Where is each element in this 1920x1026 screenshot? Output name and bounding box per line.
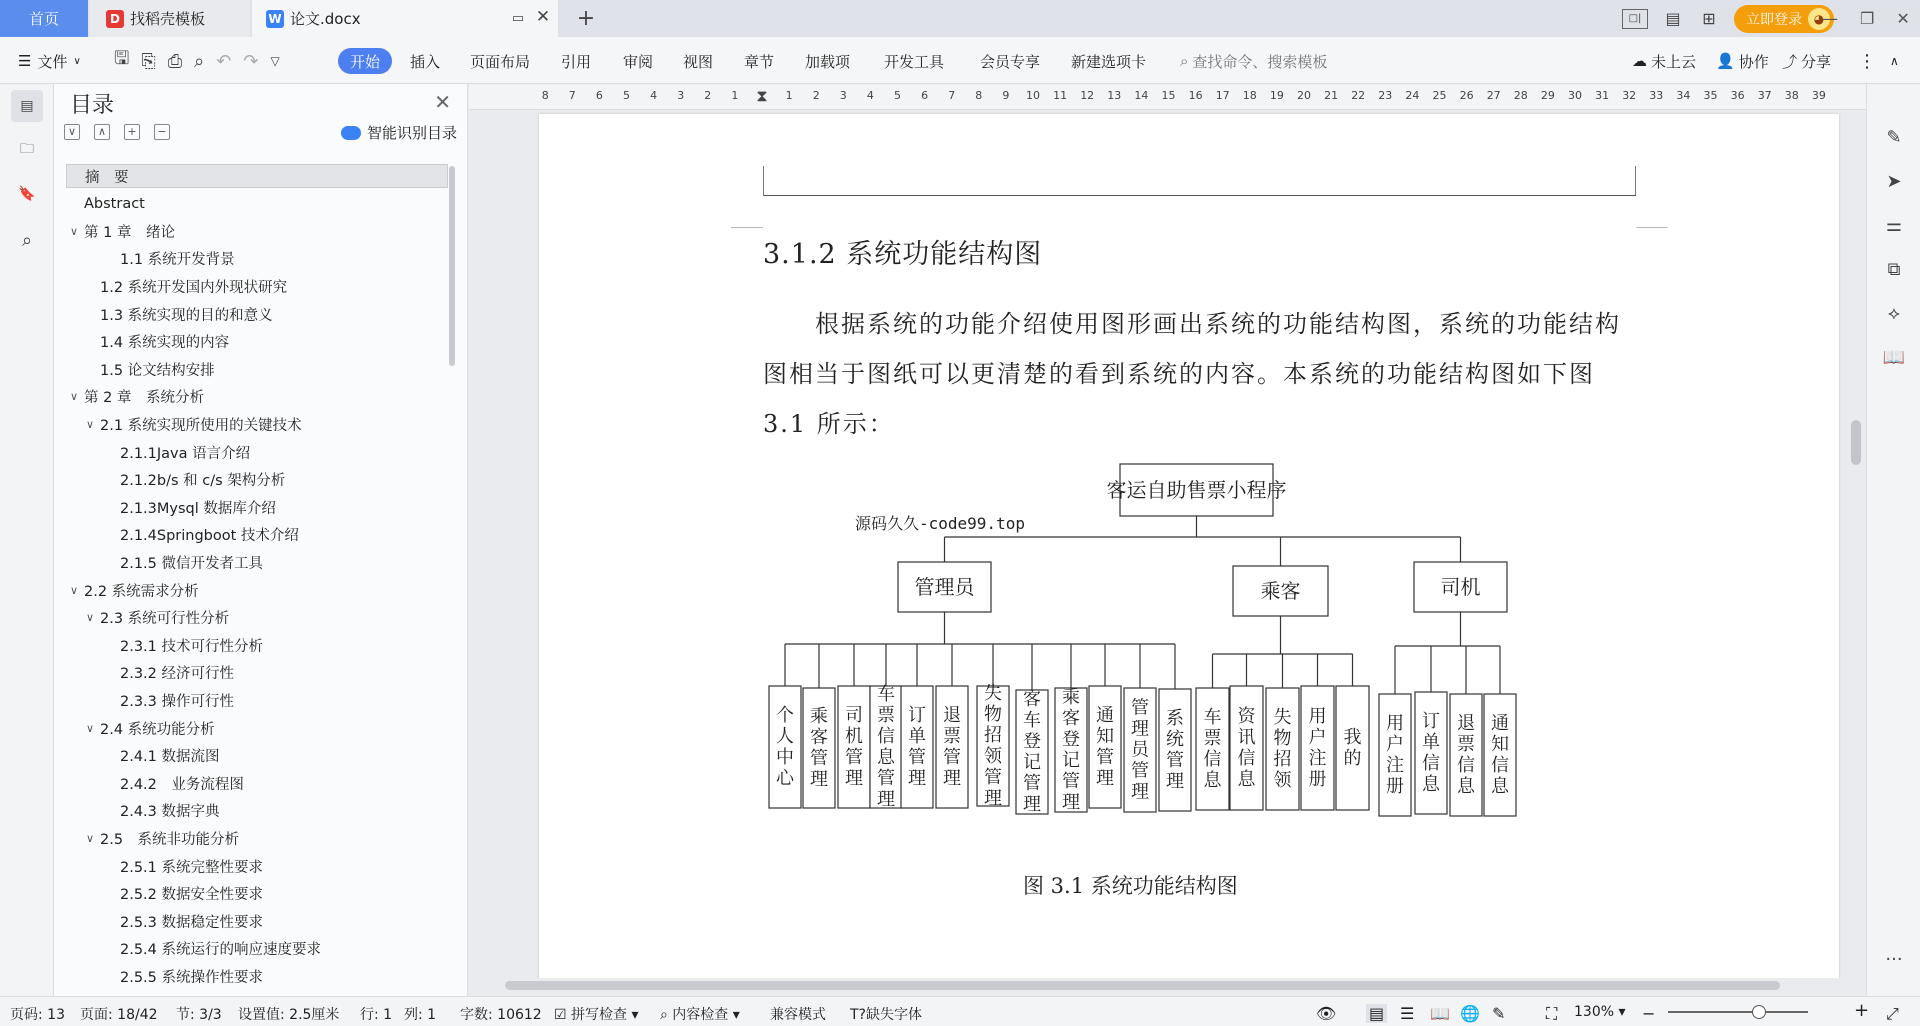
diagram-label: 通知管理 bbox=[1096, 705, 1114, 789]
page-code: 页码: 13 bbox=[10, 1007, 65, 1023]
toc-item[interactable] bbox=[66, 385, 448, 409]
toc-item-label: 2.5.4 系统运行的响应速度要求 bbox=[120, 942, 322, 959]
toc-item[interactable] bbox=[66, 219, 448, 243]
row-indicator: 行: 1 bbox=[360, 1007, 393, 1023]
section-title: 3.1.2 系统功能结构图 bbox=[763, 239, 1043, 270]
toc-panel-icon[interactable]: ▤ bbox=[11, 90, 43, 122]
zoom-in-icon[interactable]: + bbox=[1854, 1000, 1870, 1021]
ruler-tick: 37 bbox=[1757, 89, 1772, 102]
diagram-label: 用户注册 bbox=[1386, 713, 1404, 797]
spell-check-button[interactable]: ☑ 拼写检查 ▾ bbox=[554, 1007, 639, 1023]
content-check-button[interactable]: ⌕ 内容检查 ▾ bbox=[660, 1007, 740, 1023]
select-cursor-icon[interactable]: ➤ bbox=[1886, 170, 1902, 192]
read-view-icon[interactable]: 📖 bbox=[1430, 1004, 1450, 1023]
layout-icon[interactable]: □| bbox=[1622, 9, 1648, 29]
skin-icon[interactable]: ▤ bbox=[1665, 9, 1681, 28]
ruler-tick: 8 bbox=[975, 89, 983, 102]
toc-item[interactable] bbox=[66, 909, 448, 933]
page-indicator[interactable]: 页面: 18/42 bbox=[80, 1007, 158, 1023]
indent-marker-icon[interactable]: ⧗ bbox=[756, 86, 768, 105]
chapter-nav-icon[interactable]: 🗀 bbox=[20, 141, 34, 157]
ruler-tick: 38 bbox=[1784, 89, 1799, 102]
diagram-label: 我的 bbox=[1343, 727, 1362, 769]
redo-icon[interactable]: ↷ bbox=[243, 50, 259, 72]
ruler-tick: 18 bbox=[1242, 89, 1257, 102]
more-icon[interactable]: ⋮ bbox=[1858, 50, 1876, 72]
ruler-tick: 31 bbox=[1595, 89, 1610, 102]
ribbon-tab-member[interactable]: 会员专享 bbox=[980, 52, 1041, 71]
ruler-tick: 8 bbox=[541, 89, 549, 102]
smart-toc-button[interactable] bbox=[341, 122, 457, 143]
paragraph-line: 根据系统的功能介绍使用图形画出系统的功能结构图，系统的功能结构 bbox=[763, 310, 1621, 338]
diagram-label: 失物招领管理 bbox=[984, 683, 1002, 809]
screen-icon[interactable]: ▭ bbox=[511, 10, 525, 26]
diagram-label: 退票管理 bbox=[943, 705, 961, 789]
ruler-tick: 12 bbox=[1080, 89, 1095, 102]
function-structure-diagram bbox=[539, 114, 1839, 978]
ruler-tick: 14 bbox=[1134, 89, 1149, 102]
figure-caption: 图 3.1 系统功能结构图 bbox=[1023, 874, 1238, 898]
toc-item-label: 2.4.1 数据流图 bbox=[120, 749, 220, 766]
diagram-label: 司机管理 bbox=[845, 705, 863, 789]
more-quick-icon[interactable]: ▽ bbox=[270, 54, 280, 68]
fit-page-icon[interactable]: ⛶ bbox=[1546, 1004, 1558, 1023]
pen-icon[interactable]: ✎ bbox=[1886, 126, 1902, 148]
vertical-scroll-thumb[interactable] bbox=[1851, 420, 1861, 465]
new-tab-button[interactable]: + bbox=[576, 5, 596, 31]
zoom-slider-handle[interactable] bbox=[1752, 1005, 1766, 1019]
remove-heading-icon[interactable]: − bbox=[154, 124, 170, 140]
right-tool-bar bbox=[1866, 84, 1920, 996]
diagram-label: 乘客 bbox=[1260, 579, 1301, 603]
write-mode-icon[interactable]: ✎ bbox=[1492, 1004, 1506, 1023]
ribbon-tab-view[interactable]: 视图 bbox=[683, 52, 714, 71]
minimize-icon[interactable]: — bbox=[1822, 9, 1838, 28]
login-label: 立即登录 bbox=[1746, 11, 1802, 28]
expand-caret-icon[interactable]: ∨ bbox=[86, 721, 95, 735]
toc-item-label: 2.1.4Springboot 技术介绍 bbox=[120, 528, 299, 545]
ribbon-tab-chapter[interactable]: 章节 bbox=[744, 52, 775, 71]
ruler-tick: 10 bbox=[1026, 89, 1040, 102]
smart-toc-label: 智能识别目录 bbox=[366, 124, 457, 142]
toc-item-label: 2.3.1 技术可行性分析 bbox=[120, 638, 264, 655]
ruler-tick: 1 bbox=[785, 89, 793, 102]
user-icon: 👤 bbox=[1716, 52, 1735, 70]
diagram-label: 客车登记管理 bbox=[1023, 689, 1041, 815]
toc-item-label: 第 1 章 绪论 bbox=[84, 224, 175, 241]
ruler-tick: 24 bbox=[1405, 89, 1420, 102]
toc-item[interactable] bbox=[66, 578, 448, 602]
web-view-icon[interactable]: 🌐 bbox=[1460, 1004, 1480, 1023]
diagram-label: 退票信息 bbox=[1457, 713, 1475, 797]
expand-caret-icon[interactable]: ∨ bbox=[86, 417, 95, 431]
diagram-label: 乘客管理 bbox=[810, 706, 828, 790]
toc-item-label: 2.5.1 系统完整性要求 bbox=[120, 859, 264, 876]
title-bar bbox=[0, 0, 1920, 37]
ribbon-tab-layout[interactable]: 页面布局 bbox=[470, 52, 531, 71]
setting-value: 设置值: 2.5厘米 bbox=[238, 1007, 340, 1023]
cloud-label: 未上云 bbox=[1651, 52, 1697, 71]
toc-item-label: 2.1.2b/s 和 c/s 架构分析 bbox=[120, 473, 286, 490]
cloud-icon: ☁ bbox=[1632, 52, 1647, 70]
collab-label: 协作 bbox=[1738, 52, 1769, 71]
ruler-tick: 15 bbox=[1161, 89, 1176, 102]
ruler-tick: 36 bbox=[1730, 89, 1745, 102]
cloud-status[interactable] bbox=[1632, 48, 1696, 74]
expand-caret-icon[interactable]: ∨ bbox=[86, 611, 95, 625]
toc-item-label: 2.1.3Mysql 数据库介绍 bbox=[120, 500, 276, 517]
ruler-tick: 30 bbox=[1568, 89, 1582, 102]
toc-item-label: 摘 要 bbox=[85, 169, 129, 186]
toc-item[interactable] bbox=[66, 937, 448, 961]
expand-caret-icon[interactable]: ∨ bbox=[86, 831, 95, 845]
ruler-tick: 29 bbox=[1540, 89, 1555, 102]
avatar: ◕ bbox=[1808, 8, 1830, 30]
close-tab-icon[interactable]: ✕ bbox=[535, 7, 551, 27]
diagram-label: 系统管理 bbox=[1166, 708, 1184, 792]
ruler-tick: 23 bbox=[1378, 89, 1393, 102]
toc-item[interactable] bbox=[66, 468, 448, 492]
file-menu[interactable] bbox=[18, 48, 81, 74]
ruler-tick: 6 bbox=[921, 89, 929, 102]
apps-grid-icon[interactable]: ⊞ bbox=[1702, 9, 1716, 28]
share-label: 分享 bbox=[1801, 52, 1832, 71]
ruler-tick: 11 bbox=[1053, 89, 1068, 102]
command-search[interactable] bbox=[1180, 48, 1327, 74]
document-page[interactable] bbox=[539, 114, 1839, 978]
ribbon-tab-start[interactable]: 开始 bbox=[338, 48, 392, 74]
diagram-label: 管理员管理 bbox=[1131, 697, 1149, 803]
share-button[interactable] bbox=[1782, 48, 1831, 74]
zoom-level-value: 130% bbox=[1574, 1004, 1615, 1020]
toc-item[interactable] bbox=[66, 192, 448, 216]
toc-item-label: 2.5.2 数据安全性要求 bbox=[120, 887, 264, 904]
close-window-icon[interactable]: ✕ bbox=[1896, 9, 1910, 28]
diagram-label: 通知信息 bbox=[1491, 713, 1509, 797]
toc-item-label: 2.5 系统非功能分析 bbox=[100, 831, 240, 848]
status-bar bbox=[0, 996, 1920, 1026]
toc-item-label: 2.1.5 微信开发者工具 bbox=[120, 555, 264, 572]
ruler-tick: 4 bbox=[866, 89, 874, 102]
toc-item-label: 第 2 章 系统分析 bbox=[84, 390, 204, 407]
print-icon[interactable]: ⎙ bbox=[167, 50, 183, 72]
ruler-tick: 6 bbox=[595, 89, 603, 102]
ruler-tick: 33 bbox=[1649, 89, 1664, 102]
ruler-tick: 39 bbox=[1811, 89, 1826, 102]
toc-item-label: Abstract bbox=[84, 195, 145, 212]
diagram-label: 乘客登记管理 bbox=[1062, 687, 1080, 813]
ruler-tick: 3 bbox=[839, 89, 847, 102]
spell-check-label: 拼写检查 bbox=[571, 1007, 628, 1023]
toc-item[interactable] bbox=[66, 633, 448, 657]
toc-item[interactable] bbox=[66, 688, 448, 712]
tab-home[interactable] bbox=[0, 0, 88, 37]
toc-item[interactable] bbox=[66, 164, 448, 188]
toc-item-label: 2.4.2 业务流程图 bbox=[120, 776, 244, 793]
page-view-icon[interactable]: ▤ bbox=[1366, 1004, 1387, 1023]
watermark-text: 源码久久-code99.top bbox=[855, 514, 1025, 533]
toc-item[interactable] bbox=[66, 247, 448, 271]
ribbon-tab-developer[interactable]: 开发工具 bbox=[884, 52, 945, 71]
toc-item-label: 2.3.2 经济可行性 bbox=[120, 666, 235, 683]
diagram-label: 客运自助售票小程序 bbox=[1106, 478, 1287, 502]
toc-item[interactable] bbox=[66, 523, 448, 547]
tab-template-label: 找稻壳模板 bbox=[130, 10, 206, 28]
toc-item-label: 2.2 系统需求分析 bbox=[84, 583, 199, 600]
toc-item[interactable] bbox=[66, 854, 448, 878]
toc-item-label: 1.3 系统实现的目的和意义 bbox=[100, 307, 273, 324]
expand-caret-icon[interactable]: ∨ bbox=[70, 583, 79, 597]
horizontal-ruler[interactable] bbox=[469, 84, 1866, 110]
diagram-label: 资讯信息 bbox=[1237, 706, 1256, 790]
vertical-scrollbar[interactable] bbox=[1848, 110, 1862, 970]
ruler-tick: 5 bbox=[623, 89, 630, 102]
ruler-tick: 3 bbox=[677, 89, 685, 102]
ribbon bbox=[0, 37, 1920, 84]
diagram-label: 失物招领 bbox=[1273, 707, 1292, 791]
ribbon-tab-references[interactable]: 引用 bbox=[561, 52, 592, 71]
toc-item-label: 2.3.3 操作可行性 bbox=[120, 693, 235, 710]
save-icon[interactable]: 🖫 bbox=[114, 48, 130, 69]
check-icon: ☑ bbox=[554, 1007, 567, 1023]
diagram-label: 管理员 bbox=[914, 575, 975, 599]
toc-item-label: 2.1.1Java 语言介绍 bbox=[120, 445, 251, 462]
diagram-label: 车票信息管理 bbox=[877, 684, 895, 810]
file-menu-label: 文件 bbox=[37, 52, 68, 71]
ruler-tick: 7 bbox=[568, 89, 576, 102]
ribbon-tab-new[interactable]: 新建选项卡 bbox=[1071, 52, 1147, 71]
toc-item-label: 1.5 论文结构安排 bbox=[100, 362, 215, 379]
ruler-tick: 1 bbox=[731, 89, 739, 102]
content-check-icon: ⌕ bbox=[660, 1007, 668, 1023]
ribbon-tab-insert[interactable]: 插入 bbox=[410, 52, 441, 71]
toc-item-label: 1.4 系统实现的内容 bbox=[100, 335, 230, 352]
ribbon-tab-review[interactable]: 审阅 bbox=[623, 52, 654, 71]
zoom-out-icon[interactable]: − bbox=[1642, 1004, 1656, 1023]
more-tools-icon[interactable]: ··· bbox=[1885, 948, 1903, 970]
toc-item[interactable] bbox=[66, 330, 448, 354]
ruler-tick: 21 bbox=[1324, 89, 1339, 102]
ruler-tick: 2 bbox=[812, 89, 820, 102]
missing-font-label: 缺失字体 bbox=[865, 1007, 922, 1023]
paragraph-line: 3.1 所示： bbox=[763, 410, 895, 438]
hamburger-icon: ☰ bbox=[18, 52, 32, 70]
toc-item[interactable] bbox=[66, 661, 448, 685]
content-check-label: 内容检查 bbox=[672, 1007, 729, 1023]
toc-item-label: 2.5.5 系统操作性要求 bbox=[120, 969, 264, 986]
toc-item[interactable] bbox=[66, 882, 448, 906]
diagram-label: 订单管理 bbox=[908, 705, 926, 789]
word-count[interactable]: 字数: 10612 bbox=[460, 1007, 542, 1023]
toc-item[interactable] bbox=[66, 716, 448, 740]
tab-home-label: 首页 bbox=[28, 10, 59, 28]
restore-icon[interactable]: ❐ bbox=[1860, 9, 1875, 28]
ruler-tick: 9 bbox=[1002, 89, 1010, 102]
tab-template[interactable] bbox=[90, 0, 250, 37]
toc-item[interactable] bbox=[66, 440, 448, 464]
ruler-tick: 20 bbox=[1297, 89, 1311, 102]
toc-item-label: 1.2 系统开发国内外现状研究 bbox=[100, 279, 288, 296]
chevron-down-icon: ∨ bbox=[73, 55, 81, 67]
collab-button[interactable] bbox=[1716, 48, 1769, 74]
print-preview-icon[interactable]: ⌕ bbox=[194, 50, 205, 72]
ruler-tick: 4 bbox=[650, 89, 658, 102]
ruler-tick: 35 bbox=[1703, 89, 1718, 102]
font-icon: T? bbox=[850, 1007, 866, 1023]
diagram-label: 车票信息 bbox=[1203, 707, 1222, 791]
zoom-slider[interactable] bbox=[1668, 1011, 1808, 1013]
wps-writer-icon: W bbox=[266, 10, 284, 28]
tab-document[interactable] bbox=[252, 0, 558, 37]
export-pdf-icon[interactable]: ⎘ bbox=[141, 50, 156, 72]
toc-item[interactable] bbox=[66, 412, 448, 436]
docer-logo-icon: D bbox=[106, 10, 124, 28]
ruler-tick: 19 bbox=[1269, 89, 1284, 102]
toc-item-label: 2.3 系统可行性分析 bbox=[100, 611, 230, 628]
undo-icon[interactable]: ↶ bbox=[216, 50, 232, 72]
ruler-tick: 2 bbox=[704, 89, 712, 102]
share-icon: ⤴ bbox=[1782, 52, 1798, 71]
ribbon-tab-addins[interactable]: 加载项 bbox=[805, 52, 851, 71]
eye-protect-icon[interactable]: 👁 bbox=[1316, 1004, 1337, 1023]
settings-slider-icon[interactable]: ⚌ bbox=[1885, 214, 1903, 236]
ruler-tick: 32 bbox=[1622, 89, 1637, 102]
fullscreen-icon[interactable]: ⤢ bbox=[1886, 1004, 1899, 1023]
bookmark-icon[interactable]: 🔖 bbox=[18, 186, 36, 202]
ai-cloud-icon bbox=[341, 126, 361, 140]
close-icon[interactable]: ✕ bbox=[434, 90, 451, 114]
toc-item[interactable] bbox=[66, 495, 448, 519]
command-search-placeholder: 查找命令、搜索模板 bbox=[1192, 52, 1328, 71]
ruler-tick: 28 bbox=[1513, 89, 1528, 102]
horizontal-scroll-thumb[interactable] bbox=[505, 981, 1780, 990]
ruler-tick: 22 bbox=[1351, 89, 1366, 102]
toc-panel bbox=[54, 84, 468, 996]
toc-item[interactable] bbox=[66, 799, 448, 823]
outline-view-icon[interactable]: ☰ bbox=[1400, 1004, 1415, 1023]
ruler-tick: 34 bbox=[1676, 89, 1691, 102]
toc-item[interactable] bbox=[66, 606, 448, 630]
login-button[interactable] bbox=[1734, 5, 1834, 33]
section-indicator: 节: 3/3 bbox=[176, 1007, 222, 1023]
ruler-tick: 16 bbox=[1188, 89, 1203, 102]
ruler-tick: 5 bbox=[894, 89, 901, 102]
toc-item-label: 2.4 系统功能分析 bbox=[100, 721, 215, 738]
toc-item[interactable] bbox=[66, 744, 448, 768]
zoom-level[interactable]: 130% ▾ bbox=[1574, 1004, 1626, 1020]
ruler-tick: 17 bbox=[1215, 89, 1230, 102]
tab-document-label: 论文.docx bbox=[290, 10, 361, 28]
image-tool-icon[interactable]: ⧉ bbox=[1887, 258, 1901, 280]
left-tool-strip bbox=[0, 84, 54, 996]
diagram-label: 个人中心 bbox=[776, 705, 794, 789]
toc-item-label: 1.1 系统开发背景 bbox=[120, 252, 235, 269]
paragraph-line: 图相当于图纸可以更清楚的看到系统的内容。本系统的功能结构图如下图 bbox=[763, 360, 1595, 388]
toc-item[interactable] bbox=[66, 550, 448, 574]
collapse-ribbon-icon[interactable]: ∧ bbox=[1890, 54, 1899, 68]
toc-item[interactable] bbox=[66, 274, 448, 298]
toc-item-label: 2.4.3 数据字典 bbox=[120, 804, 220, 821]
diagram-label: 司机 bbox=[1440, 575, 1481, 599]
toc-item[interactable] bbox=[66, 771, 448, 795]
collapse-all-icon[interactable]: ∨ bbox=[64, 124, 80, 140]
toc-item-label: 2.1 系统实现所使用的关键技术 bbox=[100, 417, 302, 434]
col-indicator: 列: 1 bbox=[404, 1007, 437, 1023]
compat-mode: 兼容模式 bbox=[770, 1007, 826, 1023]
toc-scrollbar[interactable] bbox=[449, 166, 455, 366]
ruler-tick: 25 bbox=[1432, 89, 1447, 102]
toc-item[interactable] bbox=[66, 964, 448, 988]
search-icon: ⌕ bbox=[1180, 52, 1189, 70]
missing-font-button[interactable] bbox=[850, 1004, 922, 1024]
reading-icon[interactable]: 📖 bbox=[1882, 346, 1906, 368]
expand-up-icon[interactable]: ∧ bbox=[94, 124, 110, 140]
toc-item[interactable] bbox=[66, 302, 448, 326]
toc-item[interactable] bbox=[66, 826, 448, 850]
toc-item-label: 2.5.3 数据稳定性要求 bbox=[120, 914, 264, 931]
ai-writing-icon[interactable]: ⟡ bbox=[1888, 302, 1900, 324]
ruler-tick: 7 bbox=[948, 89, 956, 102]
toc-item[interactable] bbox=[66, 357, 448, 381]
diagram-label: 用户注册 bbox=[1308, 706, 1327, 790]
find-icon[interactable]: ⌕ bbox=[21, 229, 33, 251]
expand-caret-icon[interactable]: ∨ bbox=[70, 390, 79, 404]
document-area bbox=[469, 84, 1866, 978]
diagram-label: 订单信息 bbox=[1422, 711, 1440, 795]
expand-caret-icon[interactable]: ∨ bbox=[70, 224, 79, 238]
ruler-tick: 26 bbox=[1459, 89, 1474, 102]
ruler-tick: 13 bbox=[1107, 89, 1122, 102]
toc-title: 目录 bbox=[70, 93, 115, 118]
add-heading-icon[interactable]: + bbox=[124, 124, 140, 140]
ruler-tick: 27 bbox=[1486, 89, 1501, 102]
